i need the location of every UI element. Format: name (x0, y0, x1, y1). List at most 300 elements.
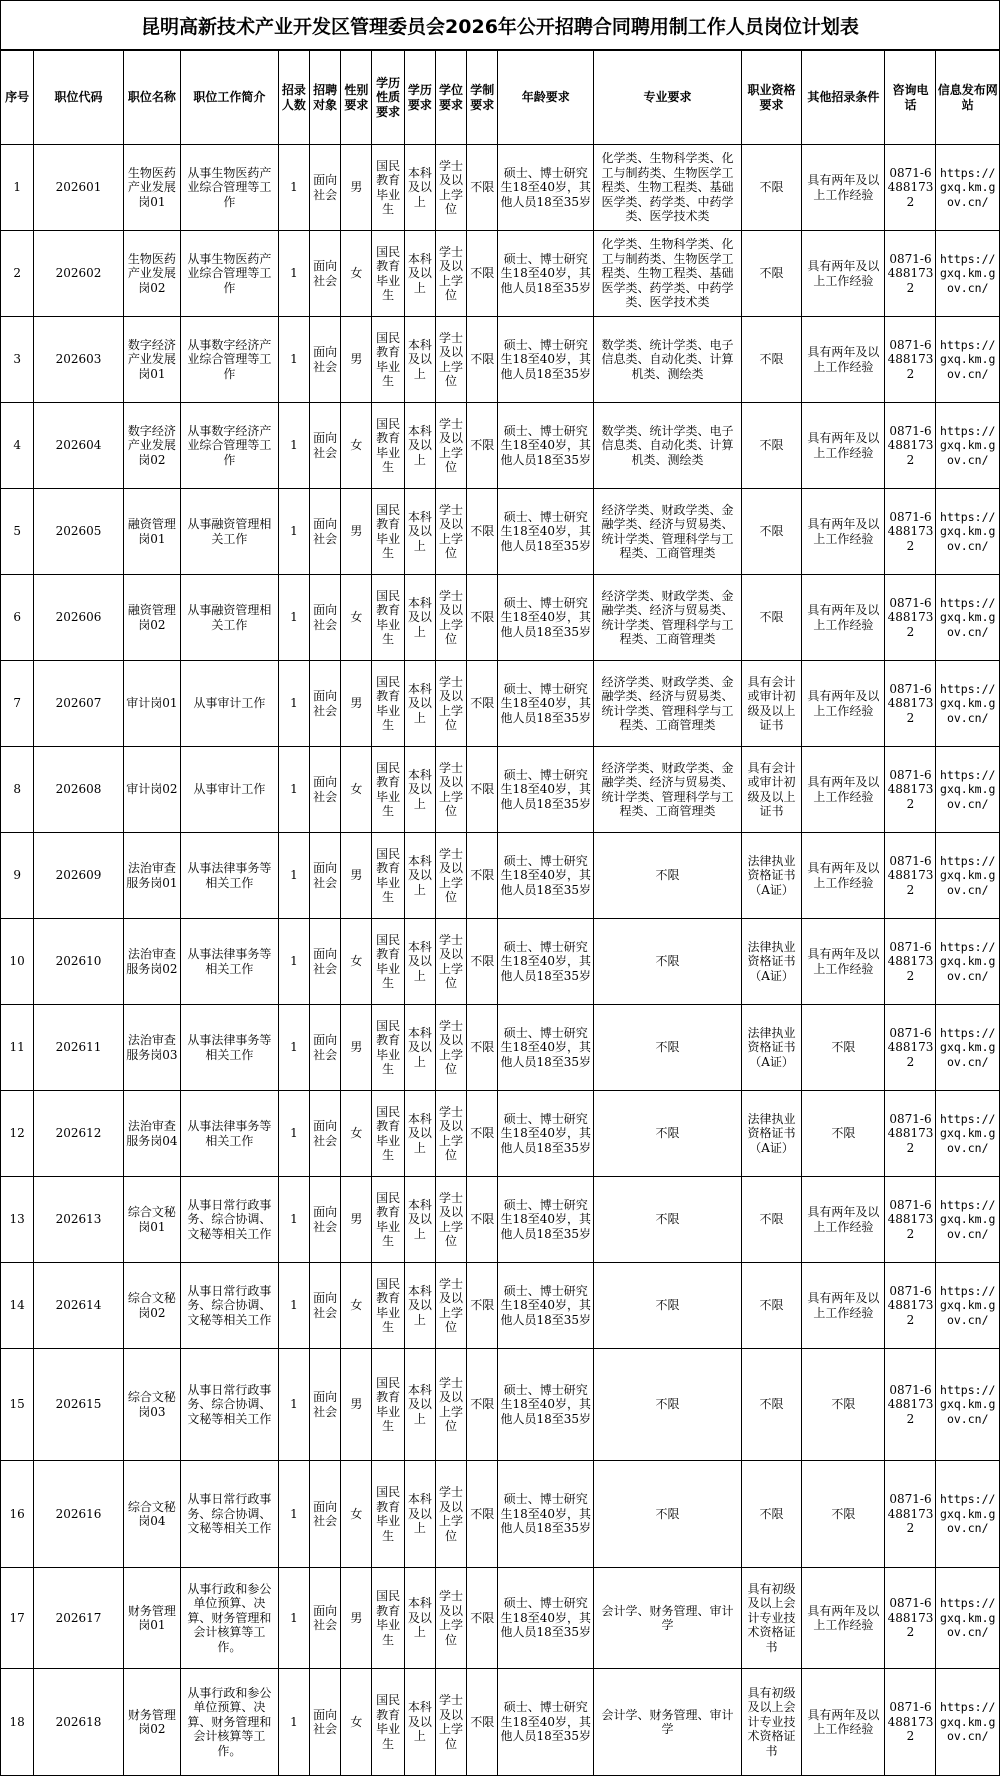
headcount-text: 1 (290, 266, 298, 281)
website-cell (936, 919, 1000, 1005)
phone-text: 0871-64881732 (887, 337, 934, 381)
age-cell (498, 1091, 594, 1177)
age-cell (498, 145, 594, 231)
code-text: 202607 (55, 696, 102, 711)
page-title: 昆明高新技术产业开发区管理委员会2026年公开招聘合同聘用制工作人员岗位计划表 (0, 0, 1000, 50)
education-text: 本科及以上 (407, 1382, 432, 1426)
age-text: 硕士、博士研究生18至40岁，其他人员18至35岁 (500, 1492, 592, 1536)
phone-cell (885, 1005, 936, 1091)
job-description-text: 从事日常行政事务、综合协调、文秘等相关工作 (187, 1492, 272, 1536)
website-cell (936, 1461, 1000, 1568)
code-text: 202617 (55, 1610, 102, 1625)
study-mode-text: 不限 (470, 868, 495, 883)
seq-cell (1, 1263, 34, 1349)
headcount-cell (278, 747, 309, 833)
age-text: 硕士、博士研究生18至40岁，其他人员18至35岁 (500, 1596, 592, 1640)
headcount-text: 1 (290, 868, 298, 883)
age-cell (498, 231, 594, 317)
other-conditions-text: 不限 (831, 1397, 856, 1412)
degree-cell (435, 1568, 466, 1669)
seq-text: 6 (13, 610, 21, 625)
seq-cell (1, 833, 34, 919)
target-cell (310, 1263, 341, 1349)
headcount-cell (278, 833, 309, 919)
gender-text: 女 (350, 438, 363, 453)
study-mode-text: 不限 (470, 524, 495, 539)
code-text: 202605 (55, 524, 102, 539)
age-text: 硕士、博士研究生18至40岁，其他人员18至35岁 (500, 1197, 592, 1241)
code-cell (34, 1669, 123, 1776)
gender-cell (341, 1091, 372, 1177)
phone-cell (885, 231, 936, 317)
education-type-cell (372, 919, 404, 1005)
seq-text: 3 (13, 352, 21, 367)
website-text: https://gxq.km.gov.cn/ (940, 423, 996, 467)
website-text: https://gxq.km.gov.cn/ (940, 853, 996, 897)
education-cell (404, 1568, 435, 1669)
other-conditions-text: 不限 (831, 1040, 856, 1055)
column-header: 专业要求 (594, 51, 742, 145)
position-name-text: 法治审查服务岗01 (126, 861, 178, 890)
website-text: https://gxq.km.gov.cn/ (940, 165, 996, 209)
target-cell (310, 489, 341, 575)
qualification-cell (741, 231, 801, 317)
gender-cell (341, 747, 372, 833)
qualification-text: 法律执业资格证书（A证） (747, 853, 796, 897)
table-row (1, 1177, 1000, 1263)
other-conditions-text: 具有两年及以上工作经验 (807, 345, 880, 374)
job-description-text: 从事日常行政事务、综合协调、文秘等相关工作 (187, 1283, 272, 1327)
position-name-text: 综合文秘岗02 (127, 1291, 176, 1320)
education-text: 本科及以上 (407, 251, 432, 295)
code-text: 202603 (55, 352, 102, 367)
age-cell (498, 1349, 594, 1461)
seq-text: 9 (13, 868, 21, 883)
study-mode-cell (467, 747, 498, 833)
education-cell (404, 1669, 435, 1776)
age-cell (498, 403, 594, 489)
website-cell (936, 1263, 1000, 1349)
job-description-text: 从事数字经济产业综合管理等工作 (187, 337, 272, 381)
headcount-cell (278, 575, 309, 661)
study-mode-cell (467, 575, 498, 661)
job-description-text: 从事审计工作 (193, 782, 266, 797)
major-cell (594, 1091, 742, 1177)
degree-cell (435, 833, 466, 919)
gender-cell (341, 1669, 372, 1776)
target-text: 面向社会 (313, 1603, 338, 1632)
qualification-text: 不限 (759, 438, 784, 453)
code-cell (34, 575, 123, 661)
target-cell (310, 1349, 341, 1461)
age-cell (498, 1263, 594, 1349)
phone-text: 0871-64881732 (887, 1283, 934, 1327)
website-cell (936, 575, 1000, 661)
seq-text: 1 (13, 180, 21, 195)
website-text: https://gxq.km.gov.cn/ (940, 1111, 996, 1155)
job-description-text: 从事法律事务等相关工作 (187, 1033, 272, 1062)
age-text: 硕士、博士研究生18至40岁，其他人员18至35岁 (500, 1111, 592, 1155)
qualification-text: 不限 (759, 1212, 784, 1227)
study-mode-text: 不限 (470, 1506, 495, 1521)
code-text: 202606 (55, 610, 102, 625)
education-cell (404, 575, 435, 661)
other-conditions-cell (802, 403, 885, 489)
job-description-text: 从事融资管理相关工作 (187, 603, 272, 632)
table-row (1, 833, 1000, 919)
code-cell (34, 317, 123, 403)
gender-text: 男 (350, 1212, 363, 1227)
target-cell (310, 919, 341, 1005)
major-text: 经济学类、财政学类、金融学类、经济与贸易类、统计学类、管理科学与工程类、工商管理类 (601, 760, 734, 818)
education-type-text: 国民教育毕业生 (376, 330, 401, 388)
study-mode-text: 不限 (470, 954, 495, 969)
qualification-cell (741, 1263, 801, 1349)
major-cell (594, 1005, 742, 1091)
column-header: 职位工作简介 (181, 51, 279, 145)
qualification-cell (741, 1669, 801, 1776)
website-text: https://gxq.km.gov.cn/ (940, 681, 996, 725)
degree-text: 学士及以上学位 (439, 158, 464, 216)
target-text: 面向社会 (313, 1119, 338, 1148)
target-cell (310, 1091, 341, 1177)
job-description-text: 从事行政和参公单位预算、决算、财务管理和会计核算等工作。 (187, 1685, 272, 1758)
target-text: 面向社会 (313, 947, 338, 976)
phone-cell (885, 1177, 936, 1263)
qualification-text: 具有会计或审计初级及以上证书 (747, 674, 796, 732)
phone-text: 0871-64881732 (887, 1197, 934, 1241)
other-conditions-cell (802, 1461, 885, 1568)
target-text: 面向社会 (313, 173, 338, 202)
column-header: 学历性质要求 (372, 51, 404, 145)
age-cell (498, 661, 594, 747)
education-type-cell (372, 1461, 404, 1568)
qualification-text: 不限 (759, 610, 784, 625)
education-text: 本科及以上 (407, 1283, 432, 1327)
position-name-cell (123, 231, 180, 317)
education-type-cell (372, 231, 404, 317)
other-conditions-cell (802, 1091, 885, 1177)
gender-text: 女 (350, 1126, 363, 1141)
table-row (1, 145, 1000, 231)
position-name-text: 审计岗01 (126, 696, 178, 711)
headcount-text: 1 (290, 1298, 298, 1313)
other-conditions-text: 具有两年及以上工作经验 (807, 259, 880, 288)
gender-cell (341, 575, 372, 661)
position-name-text: 财务管理岗02 (127, 1707, 176, 1736)
major-text: 会计学、财务管理、审计学 (601, 1603, 734, 1632)
qualification-text: 具有初级及以上会计专业技术资格证书 (747, 1581, 796, 1654)
degree-cell (435, 1005, 466, 1091)
major-cell (594, 1177, 742, 1263)
position-name-cell (123, 1461, 180, 1568)
column-header: 职位代码 (34, 51, 123, 145)
target-text: 面向社会 (313, 345, 338, 374)
website-text: https://gxq.km.gov.cn/ (940, 509, 996, 553)
study-mode-text: 不限 (470, 438, 495, 453)
job-description-cell (181, 1005, 279, 1091)
degree-cell (435, 145, 466, 231)
position-name-cell (123, 919, 180, 1005)
seq-text: 16 (9, 1506, 25, 1521)
qualification-text: 法律执业资格证书（A证） (747, 1025, 796, 1069)
website-cell (936, 403, 1000, 489)
website-cell (936, 145, 1000, 231)
target-cell (310, 231, 341, 317)
code-cell (34, 661, 123, 747)
seq-text: 18 (9, 1714, 25, 1729)
website-cell (936, 1669, 1000, 1776)
gender-text: 女 (350, 1506, 363, 1521)
target-cell (310, 1669, 341, 1776)
headcount-text: 1 (290, 1212, 298, 1227)
phone-text: 0871-64881732 (887, 767, 934, 811)
qualification-text: 不限 (759, 524, 784, 539)
qualification-cell (741, 1091, 801, 1177)
table-row (1, 231, 1000, 317)
study-mode-cell (467, 1263, 498, 1349)
education-cell (404, 919, 435, 1005)
major-text: 化学类、生物科学类、化工与制药类、生物医学工程类、生物工程类、基础医学类、药学类、中药学类、医学技术类 (601, 151, 734, 224)
qualification-text: 不限 (759, 352, 784, 367)
education-type-cell (372, 489, 404, 575)
study-mode-text: 不限 (470, 1397, 495, 1412)
major-text: 不限 (655, 1397, 680, 1412)
seq-cell (1, 1005, 34, 1091)
code-cell (34, 145, 123, 231)
education-cell (404, 1349, 435, 1461)
qualification-text: 不限 (759, 180, 784, 195)
website-text: https://gxq.km.gov.cn/ (940, 1700, 996, 1744)
column-header: 年龄要求 (498, 51, 594, 145)
phone-cell (885, 833, 936, 919)
study-mode-text: 不限 (470, 1212, 495, 1227)
degree-text: 学士及以上学位 (439, 846, 464, 904)
education-type-text: 国民教育毕业生 (376, 588, 401, 646)
age-cell (498, 1568, 594, 1669)
phone-text: 0871-64881732 (887, 853, 934, 897)
position-name-cell (123, 145, 180, 231)
study-mode-text: 不限 (470, 610, 495, 625)
headcount-cell (278, 1263, 309, 1349)
major-text: 数学类、统计学类、电子信息类、自动化类、计算机类、测绘类 (601, 337, 734, 381)
qualification-text: 具有会计或审计初级及以上证书 (747, 760, 796, 818)
gender-cell (341, 317, 372, 403)
headcount-cell (278, 231, 309, 317)
position-name-text: 生物医药产业发展岗02 (127, 251, 176, 295)
code-cell (34, 1091, 123, 1177)
position-name-text: 法治审查服务岗04 (126, 1119, 178, 1148)
code-cell (34, 1005, 123, 1091)
major-text: 不限 (655, 1212, 680, 1227)
code-text: 202608 (55, 782, 102, 797)
other-conditions-text: 具有两年及以上工作经验 (807, 947, 880, 976)
education-type-text: 国民教育毕业生 (376, 760, 401, 818)
education-type-text: 国民教育毕业生 (376, 502, 401, 560)
education-type-cell (372, 1005, 404, 1091)
position-name-text: 综合文秘岗04 (127, 1499, 176, 1528)
study-mode-text: 不限 (470, 180, 495, 195)
seq-text: 7 (13, 696, 21, 711)
age-cell (498, 1177, 594, 1263)
major-cell (594, 919, 742, 1005)
qualification-cell (741, 1005, 801, 1091)
website-cell (936, 1568, 1000, 1669)
age-text: 硕士、博士研究生18至40岁，其他人员18至35岁 (500, 767, 592, 811)
age-text: 硕士、博士研究生18至40岁，其他人员18至35岁 (500, 509, 592, 553)
target-text: 面向社会 (313, 1033, 338, 1062)
education-text: 本科及以上 (407, 853, 432, 897)
phone-cell (885, 747, 936, 833)
target-cell (310, 747, 341, 833)
headcount-text: 1 (290, 1040, 298, 1055)
qualification-cell (741, 403, 801, 489)
target-cell (310, 833, 341, 919)
code-text: 202614 (55, 1298, 102, 1313)
target-text: 面向社会 (313, 259, 338, 288)
education-cell (404, 747, 435, 833)
education-type-text: 国民教育毕业生 (376, 1589, 401, 1647)
seq-text: 15 (9, 1397, 25, 1412)
gender-text: 男 (350, 1610, 363, 1625)
seq-cell (1, 1349, 34, 1461)
qualification-cell (741, 747, 801, 833)
other-conditions-text: 不限 (831, 1506, 856, 1521)
degree-cell (435, 747, 466, 833)
education-type-cell (372, 1263, 404, 1349)
major-text: 不限 (655, 1298, 680, 1313)
column-header: 其他招录条件 (802, 51, 885, 145)
degree-text: 学士及以上学位 (439, 588, 464, 646)
column-header: 信息发布网站 (936, 51, 1000, 145)
degree-text: 学士及以上学位 (439, 502, 464, 560)
major-cell (594, 1263, 742, 1349)
education-type-text: 国民教育毕业生 (376, 1693, 401, 1751)
qualification-text: 不限 (759, 266, 784, 281)
phone-cell (885, 1461, 936, 1568)
website-cell (936, 1091, 1000, 1177)
qualification-cell (741, 919, 801, 1005)
target-text: 面向社会 (313, 1499, 338, 1528)
website-text: https://gxq.km.gov.cn/ (940, 251, 996, 295)
study-mode-text: 不限 (470, 1714, 495, 1729)
study-mode-cell (467, 1177, 498, 1263)
seq-cell (1, 919, 34, 1005)
target-cell (310, 661, 341, 747)
phone-text: 0871-64881732 (887, 595, 934, 639)
gender-cell (341, 1568, 372, 1669)
other-conditions-cell (802, 1669, 885, 1776)
code-cell (34, 403, 123, 489)
gender-text: 女 (350, 1298, 363, 1313)
age-text: 硕士、博士研究生18至40岁，其他人员18至35岁 (500, 1700, 592, 1744)
headcount-cell (278, 403, 309, 489)
headcount-cell (278, 1568, 309, 1669)
other-conditions-cell (802, 919, 885, 1005)
headcount-text: 1 (290, 954, 298, 969)
table-row (1, 1568, 1000, 1669)
study-mode-cell (467, 403, 498, 489)
degree-text: 学士及以上学位 (439, 1190, 464, 1248)
other-conditions-text: 具有两年及以上工作经验 (807, 173, 880, 202)
headcount-cell (278, 317, 309, 403)
headcount-cell (278, 145, 309, 231)
education-type-text: 国民教育毕业生 (376, 846, 401, 904)
study-mode-cell (467, 1005, 498, 1091)
degree-text: 学士及以上学位 (439, 244, 464, 302)
age-text: 硕士、博士研究生18至40岁，其他人员18至35岁 (500, 1283, 592, 1327)
website-text: https://gxq.km.gov.cn/ (940, 1596, 996, 1640)
position-name-cell (123, 1349, 180, 1461)
position-name-cell (123, 1669, 180, 1776)
phone-text: 0871-64881732 (887, 939, 934, 983)
job-description-cell (181, 489, 279, 575)
phone-cell (885, 575, 936, 661)
phone-text: 0871-64881732 (887, 1700, 934, 1744)
job-description-cell (181, 1263, 279, 1349)
age-cell (498, 1005, 594, 1091)
phone-text: 0871-64881732 (887, 1025, 934, 1069)
major-text: 会计学、财务管理、审计学 (601, 1707, 734, 1736)
job-description-text: 从事日常行政事务、综合协调、文秘等相关工作 (187, 1382, 272, 1426)
code-cell (34, 231, 123, 317)
major-text: 化学类、生物科学类、化工与制药类、生物医学工程类、生物工程类、基础医学类、药学类、中药学类、医学技术类 (601, 237, 734, 310)
target-text: 面向社会 (313, 431, 338, 460)
column-header: 序号 (1, 51, 34, 145)
major-cell (594, 575, 742, 661)
website-text: https://gxq.km.gov.cn/ (940, 1382, 996, 1426)
gender-cell (341, 231, 372, 317)
position-name-text: 数字经济产业发展岗02 (127, 423, 176, 467)
study-mode-text: 不限 (470, 1610, 495, 1625)
code-cell (34, 489, 123, 575)
seq-text: 4 (13, 438, 21, 453)
age-text: 硕士、博士研究生18至40岁，其他人员18至35岁 (500, 423, 592, 467)
degree-text: 学士及以上学位 (439, 1018, 464, 1076)
position-name-cell (123, 317, 180, 403)
seq-text: 11 (9, 1040, 25, 1055)
website-cell (936, 489, 1000, 575)
major-cell (594, 317, 742, 403)
other-conditions-text: 具有两年及以上工作经验 (807, 431, 880, 460)
column-header: 学制要求 (467, 51, 498, 145)
seq-cell (1, 1177, 34, 1263)
phone-text: 0871-64881732 (887, 1596, 934, 1640)
education-text: 本科及以上 (407, 509, 432, 553)
seq-text: 12 (9, 1126, 25, 1141)
study-mode-cell (467, 1568, 498, 1669)
table-row (1, 1669, 1000, 1776)
age-cell (498, 317, 594, 403)
gender-cell (341, 1461, 372, 1568)
major-text: 不限 (655, 1040, 680, 1055)
target-cell (310, 1461, 341, 1568)
website-text: https://gxq.km.gov.cn/ (940, 1197, 996, 1241)
job-description-cell (181, 747, 279, 833)
qualification-cell (741, 1177, 801, 1263)
education-text: 本科及以上 (407, 767, 432, 811)
position-name-cell (123, 661, 180, 747)
phone-cell (885, 1568, 936, 1669)
education-text: 本科及以上 (407, 1025, 432, 1069)
degree-cell (435, 919, 466, 1005)
gender-text: 女 (350, 782, 363, 797)
major-text: 不限 (655, 868, 680, 883)
table-row (1, 489, 1000, 575)
education-text: 本科及以上 (407, 1596, 432, 1640)
degree-cell (435, 231, 466, 317)
phone-text: 0871-64881732 (887, 423, 934, 467)
